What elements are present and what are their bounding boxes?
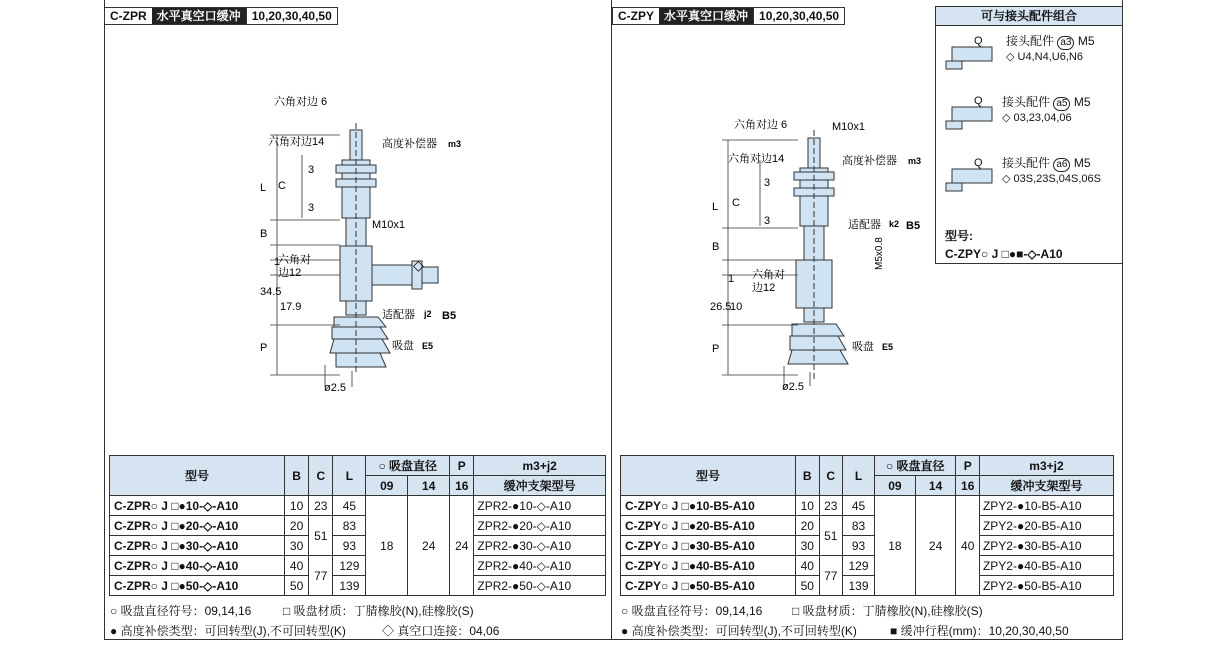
left-row4-bracket: ZPR2-●40-◇-A10 (474, 556, 606, 576)
right-label-adapter: 适配器 (848, 219, 881, 231)
right-label-10: 10 (730, 301, 743, 313)
right-note-4: ■ 缓冲行程(mm)：10,20,30,40,50 (890, 624, 1069, 638)
right-label-3b: 3 (764, 215, 771, 227)
left-label-e5: E5 (422, 341, 434, 351)
right-row3-b: 30 (796, 536, 820, 556)
table-row (110, 556, 606, 576)
left-label-hex14: 六角对边14 (268, 136, 325, 148)
left-label-P: P (260, 342, 268, 354)
left-th-l: L (333, 456, 366, 496)
left-th-combo: m3+j2 (474, 456, 606, 476)
left-label-3b: 3 (308, 202, 315, 214)
table-row (621, 516, 1114, 536)
fitting-name-2: 接头配件 (1002, 95, 1051, 109)
right-note-2: □ 吸盘材质：丁腈橡胶(N),硅橡胶(S) (792, 604, 983, 618)
left-row4-b: 40 (285, 556, 309, 576)
left-row4-c: 77 (309, 556, 333, 596)
right-row4-model: C-ZPY○ J □●40-B5-A10 (621, 556, 796, 576)
left-row5-b: 50 (285, 576, 309, 596)
fitting-q-3: Q (974, 157, 983, 169)
right-row1-b: 10 (796, 496, 820, 516)
right-v14: 24 (915, 496, 956, 596)
fitting-thread-2: M5 (1073, 95, 1091, 109)
left-row5-model: C-ZPR○ J □●50-◇-A10 (110, 576, 285, 596)
left-row1-model: C-ZPR○ J □●10-◇-A10 (110, 496, 285, 516)
left-note-2: □ 吸盘材质：丁腈橡胶(N),硅橡胶(S) (283, 604, 474, 618)
right-th-p: P (956, 456, 980, 476)
left-label-adapter: 适配器 (382, 309, 415, 321)
fitting-sizes-3: ◇ 03S,23S,04S,06S (1002, 173, 1101, 185)
right-label-m10: M10x1 (832, 121, 866, 133)
right-label-dia: ø2.5 (782, 381, 805, 393)
right-th-14: 14 (915, 476, 956, 496)
right-row5-bracket: ZPY2-●50-B5-A10 (979, 576, 1113, 596)
right-row5-l: 139 (843, 576, 875, 596)
left-label-dia: ø2.5 (324, 382, 347, 394)
left-row4-l: 129 (333, 556, 366, 576)
left-th-16: 16 (450, 476, 474, 496)
right-row2-l: 83 (843, 516, 875, 536)
right-row5-model: C-ZPY○ J □●50-B5-A10 (621, 576, 796, 596)
fitting-item-2 (1002, 93, 1091, 111)
right-label-265: 26.5 (710, 301, 732, 313)
right-label-L: L (712, 201, 719, 213)
left-th-model: 型号 (110, 456, 285, 496)
right-label-C: C (732, 197, 740, 209)
right-label-P: P (712, 343, 720, 355)
right-row2-c: 51 (819, 516, 843, 556)
left-label-m10: M10x1 (372, 219, 406, 231)
left-th-b: B (285, 456, 309, 496)
right-row2-model: C-ZPY○ J □●20-B5-A10 (621, 516, 796, 536)
fitting-code-3: a6 (1053, 158, 1070, 172)
left-label-height-comp: 高度补偿器 (382, 138, 437, 150)
left-technical-drawing (230, 95, 490, 400)
right-v16: 40 (956, 496, 980, 596)
table-row (621, 536, 1114, 556)
left-row2-bracket: ZPR2-●20-◇-A10 (474, 516, 606, 536)
right-header-title: 水平真空口缓冲 (659, 8, 753, 24)
table-row (110, 536, 606, 556)
left-row3-b: 30 (285, 536, 309, 556)
left-label-m3: m3 (448, 139, 462, 149)
left-th-14: 14 (408, 476, 450, 496)
right-row4-c: 77 (819, 556, 843, 596)
left-label-hex6: 六角对边 6 (274, 96, 328, 108)
left-row1-bracket: ZPR2-●10-◇-A10 (474, 496, 606, 516)
left-label-C: C (278, 180, 286, 192)
right-label-hex12a: 六角对 (752, 269, 785, 281)
left-label-345: 34.5 (260, 286, 282, 298)
left-label-j2: j2 (424, 309, 432, 319)
right-th-09: 09 (875, 476, 916, 496)
left-note-4: ◇ 真空口连接：04,06 (382, 624, 500, 638)
left-row1-l: 45 (333, 496, 366, 516)
right-label-hex14: 六角对边14 (728, 153, 785, 165)
left-label-L: L (260, 182, 267, 194)
right-v09: 18 (875, 496, 916, 596)
right-label-m3: m3 (908, 156, 922, 166)
right-header-code: C-ZPY (618, 9, 654, 23)
right-technical-drawing (700, 110, 930, 400)
right-note-1: ○ 吸盘直径符号：09,14,16 (621, 604, 763, 618)
left-th-dia: ○ 吸盘直径 (366, 456, 450, 476)
fitting-thread-1: M5 (1077, 34, 1095, 48)
left-th-p: P (450, 456, 474, 476)
right-label-1: 1 (728, 273, 735, 285)
right-th-l: L (843, 456, 875, 496)
fitting-item-3 (1002, 154, 1091, 172)
right-label-height-comp: 高度补偿器 (842, 155, 897, 167)
right-label-e5: E5 (882, 342, 894, 352)
left-th-combo2: 缓冲支架型号 (474, 476, 606, 496)
left-row3-l: 93 (333, 536, 366, 556)
fittings-model: C-ZPY○ J □●■-◇-A10 (945, 247, 1063, 261)
fitting-name-1: 接头配件 (1006, 34, 1055, 48)
left-note-3: ● 高度补偿类型：可回转型(J),不可回转型(K) (110, 624, 346, 638)
right-label-pad: 吸盘 (852, 341, 874, 353)
table-row (110, 576, 606, 596)
left-row3-bracket: ZPR2-●30-◇-A10 (474, 536, 606, 556)
left-row5-l: 139 (333, 576, 366, 596)
right-note-3: ● 高度补偿类型：可回转型(J),不可回转型(K) (621, 624, 857, 638)
right-th-dia: ○ 吸盘直径 (875, 456, 956, 476)
left-header-code: C-ZPR (110, 9, 147, 23)
left-label-hex12a: 六角对 (278, 254, 311, 266)
left-row4-model: C-ZPR○ J □●40-◇-A10 (110, 556, 285, 576)
left-header-strokes: 10,20,30,40,50 (246, 8, 337, 24)
fittings-box (935, 6, 1123, 264)
right-label-B: B (712, 241, 720, 253)
right-th-combo: m3+j2 (979, 456, 1113, 476)
right-row3-l: 93 (843, 536, 875, 556)
left-header (104, 7, 338, 25)
left-row1-c: 23 (309, 496, 333, 516)
left-spec-table (109, 455, 606, 596)
left-row5-bracket: ZPR2-●50-◇-A10 (474, 576, 606, 596)
left-row2-b: 20 (285, 516, 309, 536)
left-label-1: 1 (274, 256, 281, 268)
fitting-drawings (942, 35, 1002, 225)
left-note-1: ○ 吸盘直径符号：09,14,16 (110, 604, 252, 618)
left-label-179: 17.9 (280, 301, 302, 313)
table-row (110, 516, 606, 536)
right-th-c: C (819, 456, 843, 496)
right-label-b5: B5 (906, 220, 921, 232)
right-th-model: 型号 (621, 456, 796, 496)
right-row1-l: 45 (843, 496, 875, 516)
right-row3-bracket: ZPY2-●30-B5-A10 (979, 536, 1113, 556)
right-label-hex6: 六角对边 6 (734, 119, 788, 131)
left-th-c: C (309, 456, 333, 496)
right-th-combo2: 缓冲支架型号 (979, 476, 1113, 496)
right-row4-bracket: ZPY2-●40-B5-A10 (979, 556, 1113, 576)
left-header-title: 水平真空口缓冲 (152, 8, 246, 24)
left-row3-model: C-ZPR○ J □●30-◇-A10 (110, 536, 285, 556)
right-label-3a: 3 (764, 177, 771, 189)
right-row5-b: 50 (796, 576, 820, 596)
fitting-thread-3: M5 (1073, 156, 1091, 170)
left-label-B: B (260, 228, 268, 240)
right-row4-l: 129 (843, 556, 875, 576)
fitting-sizes-1: ◇ U4,N4,U6,N6 (1006, 51, 1083, 63)
section-divider (611, 0, 612, 640)
left-row1-b: 10 (285, 496, 309, 516)
left-th-09: 09 (366, 476, 408, 496)
left-v09: 18 (366, 496, 408, 596)
right-row1-bracket: ZPY2-●10-B5-A10 (979, 496, 1113, 516)
right-header-strokes: 10,20,30,40,50 (753, 8, 844, 24)
right-label-m5: M5x0.8 (874, 237, 885, 270)
fitting-code-2: a5 (1053, 97, 1070, 111)
right-row1-model: C-ZPY○ J □●10-B5-A10 (621, 496, 796, 516)
table-row (621, 576, 1114, 596)
right-spec-table (620, 455, 1114, 596)
right-th-16: 16 (956, 476, 980, 496)
right-row1-c: 23 (819, 496, 843, 516)
fitting-name-3: 接头配件 (1002, 156, 1051, 170)
fitting-sizes-2: ◇ 03,23,04,06 (1002, 112, 1072, 124)
fittings-model-label: 型号: (945, 229, 973, 243)
right-header (612, 7, 845, 25)
table-row (110, 496, 606, 516)
left-v14: 24 (408, 496, 450, 596)
left-label-diamond: ◇ (413, 257, 424, 273)
left-label-pad: 吸盘 (392, 340, 414, 352)
right-row2-bracket: ZPY2-●20-B5-A10 (979, 516, 1113, 536)
fitting-code-1: a3 (1057, 36, 1074, 50)
right-row4-b: 40 (796, 556, 820, 576)
right-label-hex12b: 边12 (752, 282, 776, 294)
right-row3-model: C-ZPY○ J □●30-B5-A10 (621, 536, 796, 556)
left-v16: 24 (450, 496, 474, 596)
left-row2-l: 83 (333, 516, 366, 536)
left-label-hex12b: 边12 (278, 267, 302, 279)
left-row2-model: C-ZPR○ J □●20-◇-A10 (110, 516, 285, 536)
table-row (621, 556, 1114, 576)
right-th-b: B (796, 456, 820, 496)
table-row (621, 496, 1114, 516)
right-label-k2: k2 (889, 219, 900, 229)
left-row2-c: 51 (309, 516, 333, 556)
fitting-item-1 (1006, 32, 1095, 50)
fitting-q-1: Q (974, 35, 983, 47)
left-label-b5: B5 (442, 310, 457, 322)
fitting-q-2: Q (974, 95, 983, 107)
fittings-title: 可与接头配件组合 (936, 7, 1122, 26)
right-row2-b: 20 (796, 516, 820, 536)
left-label-3a: 3 (308, 164, 315, 176)
